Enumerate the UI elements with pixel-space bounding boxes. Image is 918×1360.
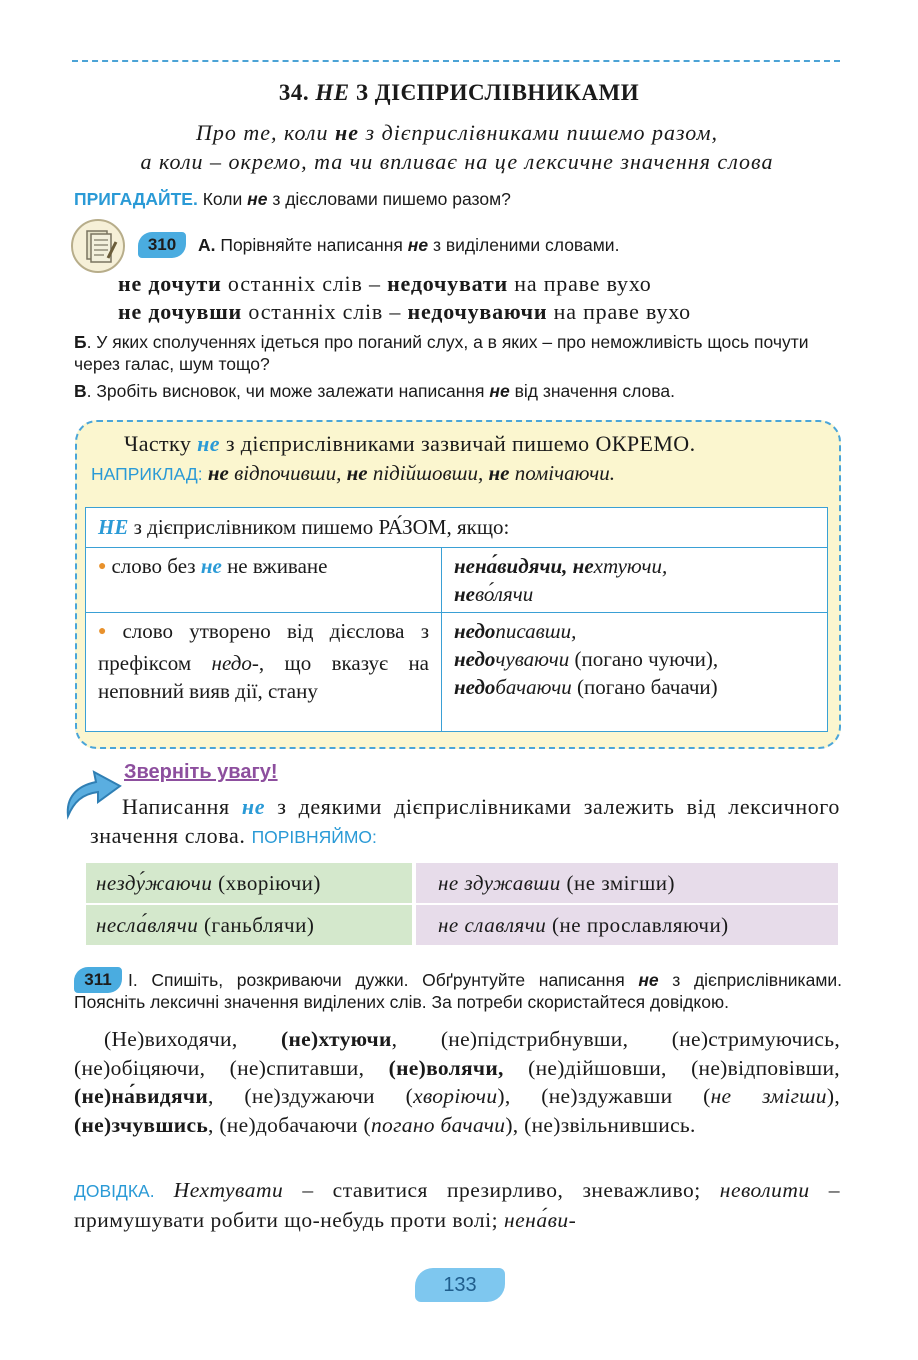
recall-label: ПРИГАДАЙТЕ.	[74, 189, 198, 209]
title-rest: З ДІЄПРИСЛІВНИКАМИ	[355, 80, 640, 105]
exercise-310-task-c: В. Зробіть висновок, чи може залежати написання не від значення слова.	[74, 381, 675, 401]
rule-examples: НАПРИКЛАД: не відпочивши, не підійшовши, не помічаючи.	[91, 461, 615, 485]
exercise-number-311: 311	[74, 967, 122, 993]
bullet-icon: ●	[98, 624, 118, 639]
compare-cell: не здужавши (не змігши)	[416, 863, 838, 903]
top-divider	[72, 60, 840, 62]
epigraph-line-2: а коли – окремо, та чи впливає на це лексичне значення слова	[140, 149, 774, 174]
rule-table-row2-condition: ● слово утворено від дієслова з префіксом недо-, що вказує на неповний вияв дії, стану	[86, 613, 442, 732]
notebook-pencil-icon	[70, 218, 126, 274]
example-line-1: не дочути останніх слів – недочувати на праве вухо	[118, 271, 652, 296]
rule-table-header: НЕ з дієприслівником пишемо РА́ЗОМ, якщо:	[86, 508, 828, 548]
exercise-311-reference: ДОВІДКА. Нехтувати – ставитися презирливо, зневажливо; неволити – примушувати робити що-небудь проти волі; нена́ви-	[74, 1178, 840, 1232]
exercise-310-task-a: А. Порівняйте написання не з виділеними словами.	[198, 235, 620, 255]
compare-cell: несла́влячи (ганьблячи)	[86, 905, 412, 945]
reference-label: ДОВІДКА.	[74, 1181, 155, 1201]
exercise-number-310: 310	[138, 232, 186, 258]
rule-table	[85, 507, 828, 732]
section-number: 34.	[278, 80, 310, 105]
rule-table-row1-examples: нена́видячи, нехтуючи, нево́лячи	[442, 548, 828, 613]
rule-table-row2-examples: недописавши, недочуваючи (погано чуючи), недобачаючи (погано бачачи)	[442, 613, 828, 732]
attention-title: Зверніть увагу!	[124, 761, 278, 783]
exercise-311-words: (Не)виходячи, (не)хтуючи, (не)підстрибнувши, (не)стримуючись, (не)обіцяючи, (не)спитавши, (не)волячи, (не)дійшовши, (не)відповівши, (не)на́видячи, (не)здужаючи (хворіючи), (не)здужавши (не змігши), (не)зчувшись, (не)добачаючи (погано бачачи), (не)звільнившись.	[74, 1027, 840, 1137]
exercise-311-task: І. Спишіть, розкриваючи дужки. Обґрунтуйте написання не з дієприслівниками. Поясніть лексичні значення виділених слів. За потреби скористайтеся довідкою.	[74, 970, 842, 1012]
title-ne: НЕ	[315, 80, 350, 105]
exercise-310-task-b: Б. У яких сполученнях ідеться про поганий слух, а в яких – про неможливість щось почути через галас, шум тощо?	[74, 332, 809, 374]
epigraph-line-1: Про те, коли не з дієприслівниками пишемо разом,	[195, 120, 719, 145]
compare-label: ПОРІВНЯЙМО:	[251, 827, 377, 847]
page-title	[0, 80, 918, 106]
example-line-2: не дочувши останніх слів – недочуваючи на праве вухо	[118, 299, 691, 324]
page-number: 133	[415, 1268, 505, 1302]
compare-cell: незду́жаючи (хворіючи)	[86, 863, 412, 903]
attention-text: Написання не з деякими дієприслівниками залежить від лексичного значення слова. ПОРІВНЯЙМО:	[90, 794, 840, 848]
rule-line-1: Частку не з дієприслівниками зазвичай пишемо ОКРЕМО.	[124, 431, 696, 456]
recall-question: ПРИГАДАЙТЕ. Коли не з дієсловами пишемо разом?	[74, 189, 511, 209]
bullet-icon: ●	[98, 559, 107, 574]
example-label: НАПРИКЛАД:	[91, 464, 203, 484]
compare-cell: не славлячи (не прославляючи)	[416, 905, 838, 945]
rule-table-row1-condition: ● слово без не не вживане	[86, 548, 442, 613]
